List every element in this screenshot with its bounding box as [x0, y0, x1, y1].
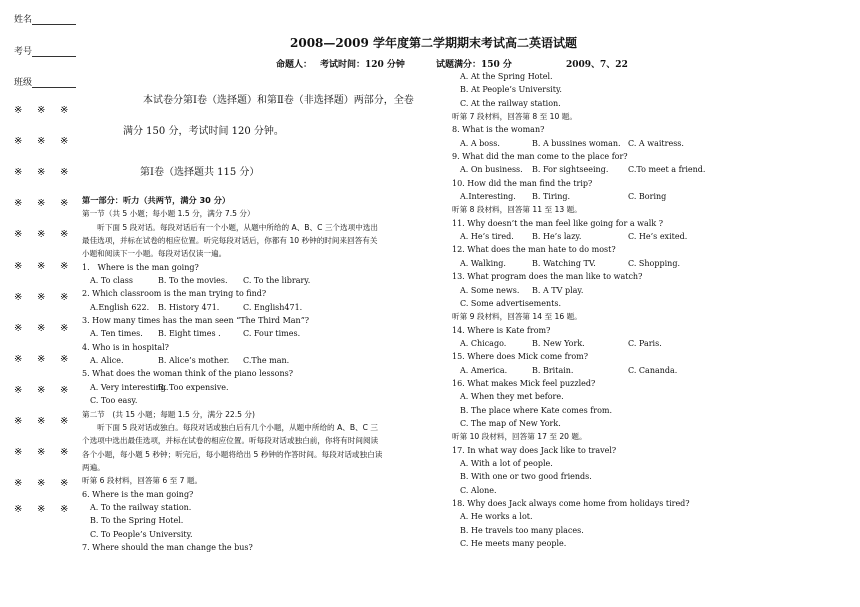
option-choice: B. Too expensive.: [158, 382, 229, 392]
seal-mark: ※: [37, 323, 46, 334]
option-choice: C. Paris.: [628, 338, 662, 348]
section-heading: 第一部分：听力（共两节，满分 30 分）: [82, 195, 231, 205]
setter-label: 命题人：: [276, 60, 313, 70]
seal-mark: ※: [60, 385, 69, 396]
option-choice: A. Chicago.: [460, 338, 507, 348]
option-row: [82, 327, 382, 340]
seal-mark-row: [14, 416, 83, 427]
option-choice: C. Shopping.: [628, 258, 680, 268]
seal-mark: ※: [60, 416, 69, 427]
option-line: C. To People’s University.: [90, 529, 193, 539]
seal-mark-row: [14, 504, 83, 515]
option-choice: C. He’s exited.: [628, 232, 688, 242]
seal-mark: ※: [60, 504, 69, 515]
number-label: 考号: [14, 47, 33, 57]
question-text: 11. Why doesn’t the man feel like going for a walk ?: [452, 218, 664, 228]
seal-mark: ※: [37, 354, 46, 365]
seal-mark-row: [14, 354, 83, 365]
seal-mark-row: [14, 198, 83, 209]
seal-mark: ※: [37, 447, 46, 458]
question-text: 9. What did the man come to the place for?: [452, 152, 628, 162]
option-choice: A. A boss.: [460, 138, 500, 148]
option-choice: C.To meet a friend.: [628, 165, 706, 175]
intro-line-2: 满分 150 分，考试时间 120 分钟。: [123, 126, 284, 137]
option-row: [82, 354, 382, 367]
instruction-text: 听下面 5 段对话。每段对话后有一个小题，从题中所给的 A、B、C 三个选项中选出: [82, 222, 378, 232]
seal-mark: ※: [37, 416, 46, 427]
option-line: B. With one or two good friends.: [460, 472, 592, 482]
seal-mark: ※: [37, 229, 46, 240]
question-text: 14. Where is Kate from?: [452, 325, 551, 335]
seal-mark: ※: [37, 385, 46, 396]
option-row: [452, 337, 718, 350]
seal-mark: ※: [60, 323, 69, 334]
seal-mark-row: [14, 229, 83, 240]
instruction-text: 听第 7 段材料，回答第 8 至 10 题。: [452, 112, 577, 122]
seal-mark: ※: [60, 229, 69, 240]
seal-mark: ※: [60, 105, 69, 116]
seal-mark: ※: [37, 105, 46, 116]
option-choice: B. Tiring.: [532, 192, 571, 202]
option-choice: C. Boring: [628, 192, 667, 202]
seal-mark-row: [14, 105, 83, 116]
seal-mark: ※: [60, 136, 69, 147]
seal-mark: ※: [37, 136, 46, 147]
seal-mark: ※: [37, 292, 46, 303]
option-choice: A. He’s tired.: [460, 232, 514, 242]
question-text: 4. Who is in hospital?: [82, 342, 169, 352]
option-row: [452, 364, 718, 377]
option-choice: A. To class: [90, 276, 133, 286]
name-blank: [32, 14, 76, 25]
seal-mark-row: [14, 478, 83, 489]
seal-mark: ※: [37, 167, 46, 178]
question-text: 12. What does the man hate to do most?: [452, 245, 616, 255]
option-choice: B. History 471.: [158, 302, 220, 312]
option-choice: A.English 622.: [90, 302, 150, 312]
seal-mark-row: [14, 323, 83, 334]
seal-mark: ※: [37, 478, 46, 489]
option-choice: B. To the movies.: [158, 276, 228, 286]
option-row: [452, 230, 718, 243]
seal-mark: ※: [60, 292, 69, 303]
option-row: [82, 274, 382, 287]
question-text: 5. What does the woman think of the piano lessons?: [82, 369, 294, 379]
instruction-text: 听第 8 段材料，回答第 11 至 13 题。: [452, 205, 582, 215]
volume-one-heading: 第Ⅰ卷（选择题共 115 分）: [140, 167, 260, 178]
option-line: A. To the railway station.: [90, 502, 192, 512]
seal-mark: ※: [14, 354, 23, 365]
option-row: [82, 381, 382, 394]
option-choice: B. For sightseeing.: [532, 165, 609, 175]
seal-mark: ※: [14, 198, 23, 209]
seal-mark: ※: [14, 504, 23, 515]
option-row: [452, 190, 718, 203]
option-choice: B. Eight times .: [158, 329, 221, 339]
option-choice: B. Watching TV.: [532, 258, 596, 268]
seal-mark: ※: [37, 504, 46, 515]
option-line: C. Some advertisements.: [460, 298, 561, 308]
option-row: [452, 163, 718, 176]
seal-mark-row: [14, 292, 83, 303]
option-choice: A. Some news.: [460, 285, 520, 295]
instruction-text: 第一节（共 5 小题；每小题 1.5 分，满分 7.5 分）: [82, 209, 255, 219]
option-choice: B. Alice’s mother.: [158, 356, 230, 366]
seal-mark: ※: [60, 167, 69, 178]
seal-mark: ※: [14, 167, 23, 178]
option-line: B. At People’s University.: [460, 85, 562, 95]
option-line: C. The map of New York.: [460, 418, 561, 428]
class-blank: [32, 77, 76, 88]
instruction-text: 各个小题，每小题 5 秒钟；听完后，每小题将给出 5 秒钟的作答时间。每段对话或独白读: [82, 449, 383, 459]
exam-date: 2009、7、22: [566, 60, 628, 70]
question-text: 15. Where does Mick come from?: [452, 352, 589, 362]
option-choice: B. A TV play.: [532, 285, 584, 295]
option-choice: A. Very interesting.: [90, 382, 169, 392]
seal-mark: ※: [14, 105, 23, 116]
option-choice: A.Interesting.: [460, 192, 516, 202]
option-choice: B. A bussines woman.: [532, 138, 621, 148]
instruction-text: 两遍。: [82, 462, 105, 472]
seal-mark: ※: [60, 261, 69, 272]
option-choice: A. Walking.: [460, 258, 506, 268]
option-choice: A. America.: [460, 365, 508, 375]
instruction-text: 听第 6 段材料，回答第 6 至 7 题。: [82, 476, 203, 486]
exam-title: 2008—2009 学年度第二学期期末考试高二英语试题: [290, 36, 577, 50]
seal-mark: ※: [14, 323, 23, 334]
seal-mark-row: [14, 167, 83, 178]
option-row: [452, 284, 718, 297]
question-text: 1. Where is the man going?: [82, 262, 199, 272]
option-row: [452, 137, 718, 150]
option-choice: C. To the library.: [243, 276, 311, 286]
question-text: 8. What is the woman?: [452, 125, 545, 135]
question-text: 3. How many times has the man seen “The Third Man”?: [82, 316, 310, 326]
number-field: [14, 44, 76, 57]
seal-mark: ※: [14, 229, 23, 240]
seal-mark: ※: [37, 198, 46, 209]
option-line: B. He travels too many places.: [460, 525, 584, 535]
option-choice: B. He’s lazy.: [532, 232, 582, 242]
seal-mark: ※: [14, 416, 23, 427]
question-text: 2. Which classroom is the man trying to find?: [82, 289, 267, 299]
seal-mark-row: [14, 261, 83, 272]
seal-mark-row: [14, 447, 83, 458]
seal-mark: ※: [60, 354, 69, 365]
class-field: [14, 75, 76, 88]
question-text: 17. In what way does Jack like to travel?: [452, 445, 617, 455]
option-choice: A. Alice.: [90, 356, 124, 366]
instruction-text: 听第 10 段材料，回答第 17 至 20 题。: [452, 432, 587, 442]
question-text: 10. How did the man find the trip?: [452, 178, 593, 188]
seal-mark: ※: [14, 385, 23, 396]
question-text: 18. Why does Jack always come home from holidays tired?: [452, 499, 690, 508]
seal-mark: ※: [60, 447, 69, 458]
seal-mark: ※: [14, 478, 23, 489]
option-row: [452, 257, 718, 270]
seal-mark: ※: [14, 292, 23, 303]
seal-mark-row: [14, 385, 83, 396]
instruction-text: 最佳选项，并标在试卷的相应位置。听完每段对话后，你都有 10 秒钟的时间来回答有关: [82, 236, 378, 246]
seal-mark: ※: [60, 198, 69, 209]
left-question-column: [82, 194, 382, 554]
question-text: 7. Where should the man change the bus?: [82, 542, 253, 552]
instruction-text: 个选项中选出最佳选项，并标在试卷的相应位置。听每段对话或独白前，你将有时间阅读: [82, 436, 379, 446]
option-line: B. To the Spring Hotel.: [90, 516, 184, 526]
instruction-text: 小题和阅读下一小题。每段对话仅读一遍。: [82, 249, 227, 259]
question-text: 16. What makes Mick feel puzzled?: [452, 378, 596, 388]
instruction-text: 听下面 5 段对话或独白。每段对话或独白后有几个小题，从题中所给的 A、B、C 三: [82, 422, 378, 432]
option-choice: A. Ten times.: [90, 329, 143, 339]
class-label: 班级: [14, 78, 33, 88]
name-label: 姓名: [14, 15, 33, 25]
exam-time: 考试时间：120 分钟: [320, 60, 405, 70]
question-text: 13. What program does the man like to watch?: [452, 272, 643, 282]
option-line: C. Too easy.: [90, 396, 138, 406]
option-choice: C. English471.: [243, 302, 303, 312]
option-line: C. He meets many people.: [460, 539, 567, 549]
option-line: C. Alone.: [460, 485, 497, 495]
seal-mark: ※: [14, 447, 23, 458]
option-line: A. When they met before.: [460, 392, 564, 402]
option-line: A. At the Spring Hotel.: [460, 72, 553, 81]
instruction-text: 第二节 (共 15 小题；每题 1.5 分，满分 22.5 分): [82, 409, 255, 419]
option-choice: C. Four times.: [243, 329, 301, 339]
name-field: [14, 12, 76, 25]
question-text: 6. Where is the man going?: [82, 489, 194, 499]
option-line: A. With a lot of people.: [460, 458, 553, 468]
option-row: [82, 301, 382, 314]
instruction-text: 听第 9 段材料，回答第 14 至 16 题。: [452, 312, 582, 322]
intro-line-1: 本试卷分第Ⅰ卷（选择题）和第Ⅱ卷（非选择题）两部分，全卷: [143, 95, 414, 106]
option-choice: C. A waitress.: [628, 138, 684, 148]
exam-score: 试题满分：150 分: [436, 60, 512, 70]
number-blank: [32, 46, 76, 57]
option-line: A. He works a lot.: [460, 512, 533, 522]
seal-mark: ※: [14, 261, 23, 272]
option-choice: B. Britain.: [532, 365, 574, 375]
option-choice: B. New York.: [532, 338, 585, 348]
seal-mark: ※: [14, 136, 23, 147]
option-choice: A. On business.: [460, 165, 523, 175]
option-choice: C. Cananda.: [628, 365, 678, 375]
option-line: C. At the railway station.: [460, 98, 561, 108]
option-line: B. The place where Kate comes from.: [460, 405, 613, 415]
right-question-column: [452, 70, 718, 550]
seal-mark: ※: [60, 478, 69, 489]
seal-mark: ※: [37, 261, 46, 272]
option-choice: C.The man.: [243, 356, 290, 366]
seal-mark-row: [14, 136, 83, 147]
